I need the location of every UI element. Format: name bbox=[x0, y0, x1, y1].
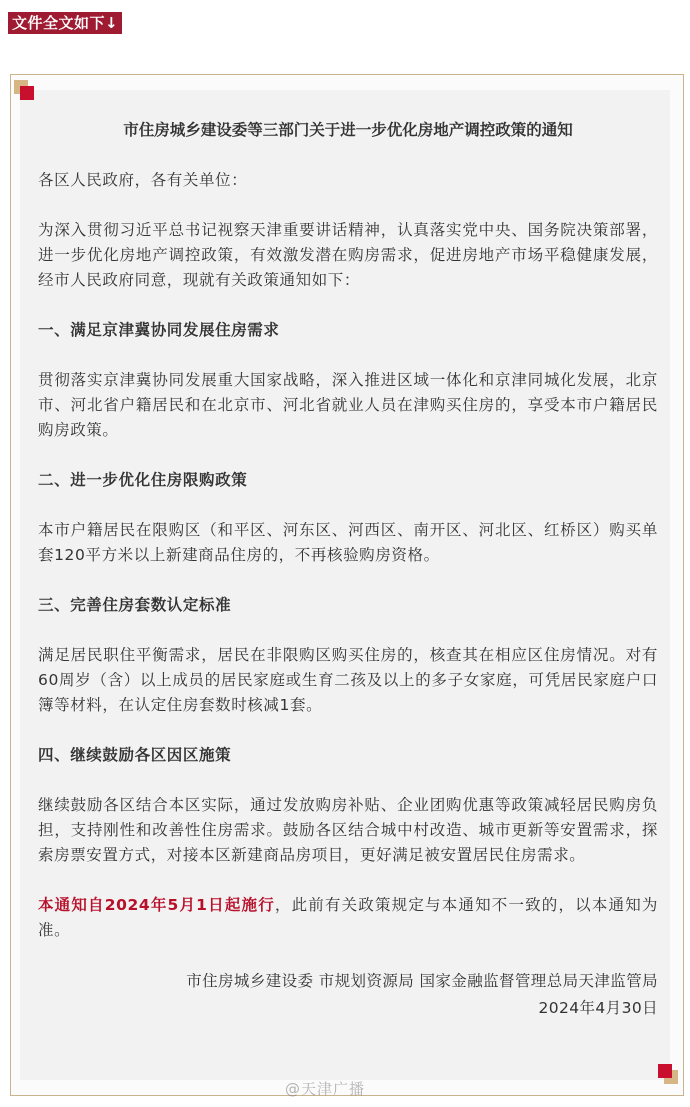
effective-date-highlight: 本通知自2024年5月1日起施行 bbox=[38, 896, 275, 914]
section-body-2: 本市户籍居民在限购区（和平区、河东区、河西区、南开区、河北区、红桥区）购买单套120平方米以上新建商品住房的，不再核验购房资格。 bbox=[38, 521, 658, 564]
section-body-3: 满足居民职住平衡需求，居民在非限购区购买住房的，核查其在相应区住房情况。对有60周岁（含）以上成员的居民家庭或生育二孩及以上的多子女家庭，可凭居民家庭户口簿等材料，在认定住房套数时核减1套。 bbox=[38, 646, 658, 714]
section-heading-3: 三、完善住房套数认定标准 bbox=[38, 596, 232, 614]
watermark-text: @天津广播 bbox=[285, 1080, 366, 1098]
section-heading-2: 二、进一步优化住房限购政策 bbox=[38, 471, 248, 489]
corner-square-red bbox=[20, 86, 34, 100]
corner-decoration-bottom-right bbox=[658, 1064, 678, 1084]
salutation: 各区人民政府，各有关单位： bbox=[38, 171, 248, 189]
corner-square-red bbox=[658, 1064, 672, 1078]
top-label-tag: 文件全文如下↓ bbox=[8, 12, 122, 34]
document-title: 市住房城乡建设委等三部门关于进一步优化房地产调控政策的通知 bbox=[123, 121, 573, 139]
section-heading-1: 一、满足京津冀协同发展住房需求 bbox=[38, 321, 280, 339]
signatories: 市住房城乡建设委 市规划资源局 国家金融监督管理总局天津监管局 bbox=[186, 972, 658, 990]
corner-decoration-top-left bbox=[14, 80, 34, 100]
section-body-4: 继续鼓励各区结合本区实际，通过发放购房补贴、企业团购优惠等政策减轻居民购房负担，支持刚性和改善性住房需求。鼓励各区结合城中村改造、城市更新等安置需求，探索房票安置方式，对接本区新建商品房项目，更好满足被安置居民住房需求。 bbox=[38, 796, 658, 864]
closing-paragraph bbox=[38, 893, 658, 943]
document-date: 2024年4月30日 bbox=[538, 999, 658, 1017]
section-heading-4: 四、继续鼓励各区因区施策 bbox=[38, 746, 232, 764]
section-body-1: 贯彻落实京津冀协同发展重大国家战略，深入推进区域一体化和京津同城化发展，北京市、河北省户籍居民和在北京市、河北省就业人员在津购买住房的，享受本市户籍居民购房政策。 bbox=[38, 371, 658, 439]
document-content bbox=[38, 118, 658, 1022]
intro-paragraph: 为深入贯彻习近平总书记视察天津重要讲话精神，认真落实党中央、国务院决策部署，进一步优化房地产调控政策，有效激发潜在购房需求，促进房地产市场平稳健康发展，经市人民政府同意，现就有关政策通知如下： bbox=[38, 221, 658, 289]
closing-text: ，此前有关政策规定与本通知不一致的，以本通知为准。 bbox=[38, 896, 658, 939]
